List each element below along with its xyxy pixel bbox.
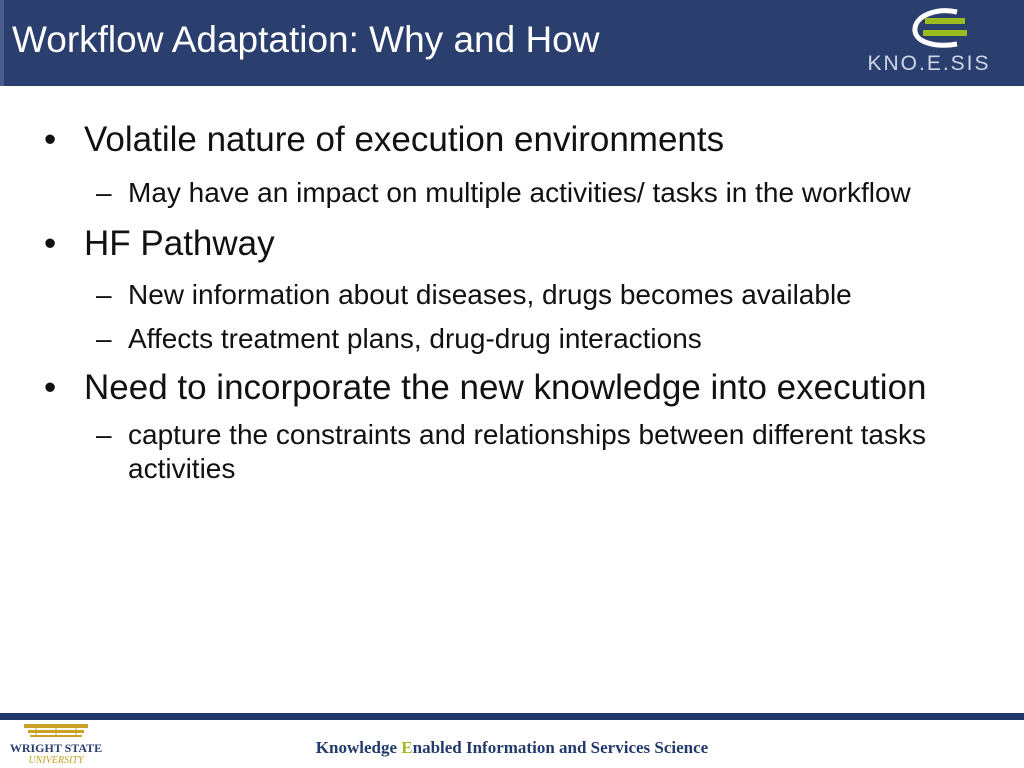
dash-icon: – (96, 419, 112, 450)
footer-part2: nabled Information and Services Science (412, 738, 709, 757)
bullet (44, 224, 944, 264)
bullet-dot-icon: • (44, 120, 57, 159)
slide-body (0, 120, 1024, 486)
wright-state-logo (6, 722, 106, 766)
bullet-dot-icon: • (44, 368, 57, 407)
bullet-text: Volatile nature of execution environments (84, 120, 725, 159)
dash-icon: – (96, 177, 112, 208)
footer-tagline (200, 738, 824, 758)
footer-divider (0, 713, 1024, 720)
footer-part1: Knowledge (315, 738, 402, 757)
bullet (44, 120, 944, 160)
sub-bullet-text: May have an impact on multiple activities/ tasks in the workflow (128, 177, 911, 208)
svg-text:WRIGHT STATE: WRIGHT STATE (9, 741, 103, 755)
sub-bullet (96, 418, 958, 486)
bullet-text: Need to incorporate the new knowledge into execution (84, 368, 927, 407)
dash-icon: – (96, 323, 112, 354)
bullet (44, 368, 944, 408)
bullet-text: HF Pathway (84, 224, 275, 263)
svg-text:UNIVERSITY: UNIVERSITY (28, 755, 84, 766)
knoesis-logo (839, 6, 1019, 78)
sub-bullet-text: New information about diseases, drugs becomes available (128, 279, 852, 310)
footer-e-letter: E (401, 738, 413, 757)
slide-header (0, 0, 1024, 86)
sub-bullet (96, 322, 958, 356)
bullet-dot-icon: • (44, 224, 57, 263)
dash-icon: – (96, 279, 112, 310)
sub-bullet-text: capture the constraints and relationships between different tasks activities (128, 419, 926, 484)
slide-title: Workflow Adaptation: Why and How (12, 19, 600, 60)
knoesis-logo-text: KNO.E.SIS (867, 52, 991, 75)
sub-bullet (96, 278, 958, 312)
sub-bullet-text: Affects treatment plans, drug-drug interactions (128, 323, 702, 354)
sub-bullet (96, 176, 958, 210)
